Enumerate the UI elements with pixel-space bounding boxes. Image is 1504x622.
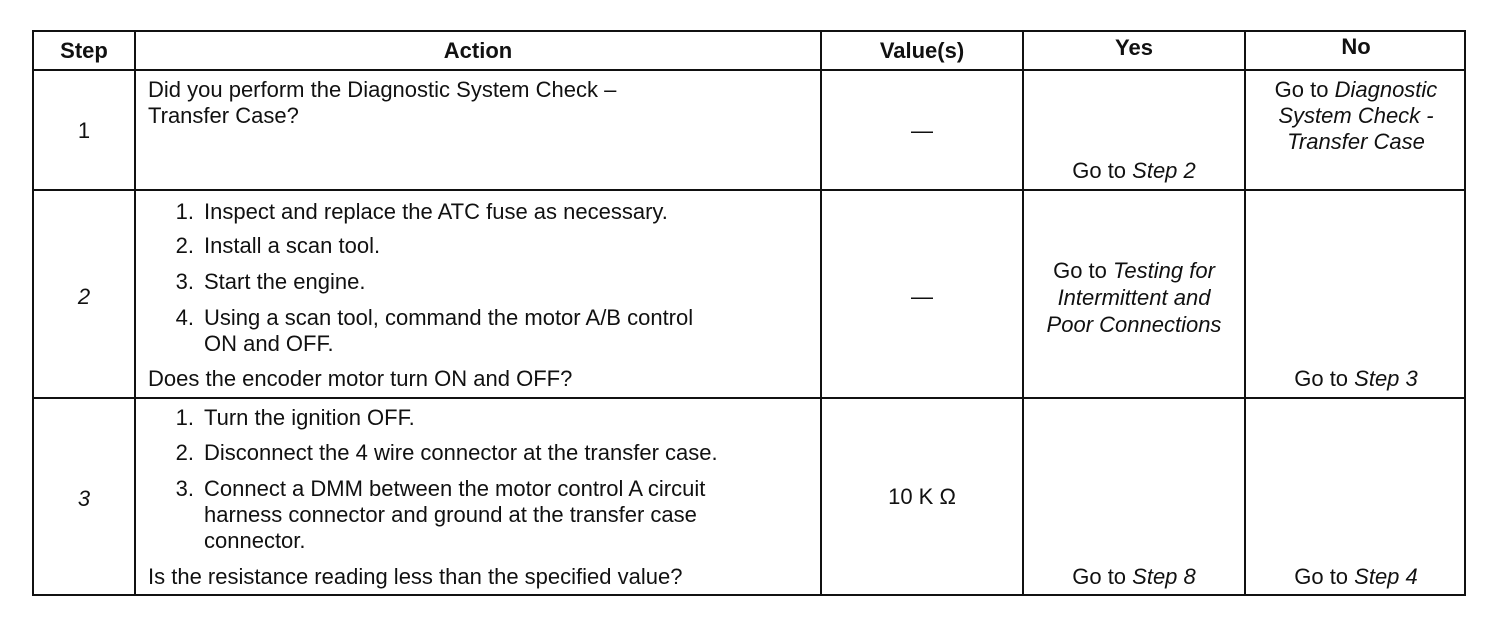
list-item: Inspect and replace the ATC fuse as necessary.	[204, 199, 668, 224]
list-item: Disconnect the 4 wire connector at the transfer case.	[204, 440, 718, 465]
yes-cell	[1024, 564, 1244, 590]
yes-link[interactable]: Poor Connections	[1046, 312, 1222, 337]
list-item: harness connector and ground at the transfer case	[204, 502, 697, 527]
no-link[interactable]: System Check -	[1278, 103, 1434, 128]
list-item: ON and OFF.	[204, 331, 334, 356]
yes-link[interactable]: Intermittent and	[1057, 285, 1211, 310]
yes-link[interactable]: Step 8	[1132, 564, 1196, 589]
no-cell	[1246, 366, 1466, 392]
value-cell: 10 K Ω	[888, 484, 956, 509]
no-prefix: Go to	[1294, 366, 1355, 391]
list-item: Turn the ignition OFF.	[204, 405, 415, 430]
header-yes: Yes	[1115, 35, 1153, 60]
list-item: connector.	[204, 528, 306, 553]
column-divider	[134, 32, 136, 594]
header-step: Step	[60, 38, 108, 63]
question-text: Does the encoder motor turn ON and OFF?	[148, 366, 573, 391]
no-prefix: Go to	[1274, 77, 1335, 102]
yes-prefix: Go to	[1072, 158, 1133, 183]
yes-cell	[1024, 158, 1244, 184]
list-item: Using a scan tool, command the motor A/B control	[204, 305, 694, 330]
action-text: Transfer Case?	[148, 103, 299, 128]
yes-cell	[1024, 258, 1244, 284]
list-number: 3.	[175, 476, 194, 501]
step-number: 1	[77, 118, 91, 143]
no-cell	[1246, 564, 1466, 590]
list-item: Connect a DMM between the motor control A circuit	[204, 476, 706, 501]
list-number: 2.	[175, 233, 194, 258]
list-item: Start the engine.	[204, 269, 366, 294]
list-number: 4.	[175, 305, 194, 330]
row-divider	[34, 397, 1464, 399]
list-number: 2.	[175, 440, 194, 465]
yes-prefix: Go to	[1072, 564, 1133, 589]
no-cell	[1246, 77, 1466, 103]
value-cell: —	[911, 118, 933, 143]
header-no: No	[1341, 34, 1371, 59]
list-number: 1.	[175, 199, 194, 224]
no-link[interactable]: Step 4	[1354, 564, 1418, 589]
yes-prefix: Go to	[1053, 258, 1113, 283]
step-number: 2	[77, 284, 91, 309]
no-link[interactable]: Diagnostic	[1334, 77, 1438, 102]
header-action: Action	[443, 38, 513, 63]
question-text: Is the resistance reading less than the specified value?	[148, 564, 683, 589]
step-number: 3	[77, 486, 91, 511]
action-text: Did you perform the Diagnostic System Check –	[148, 77, 617, 102]
value-cell: —	[911, 284, 933, 309]
list-item: Install a scan tool.	[204, 233, 381, 258]
no-link[interactable]: Transfer Case	[1287, 129, 1425, 154]
list-number: 3.	[175, 269, 194, 294]
header-values: Value(s)	[879, 38, 965, 63]
no-link[interactable]: Step 3	[1354, 366, 1418, 391]
list-number: 1.	[175, 405, 194, 430]
yes-link[interactable]: Step 2	[1132, 158, 1196, 183]
no-prefix: Go to	[1294, 564, 1355, 589]
diagnostic-table	[32, 30, 1466, 596]
yes-link[interactable]: Testing for	[1113, 258, 1215, 283]
row-divider	[34, 189, 1464, 191]
